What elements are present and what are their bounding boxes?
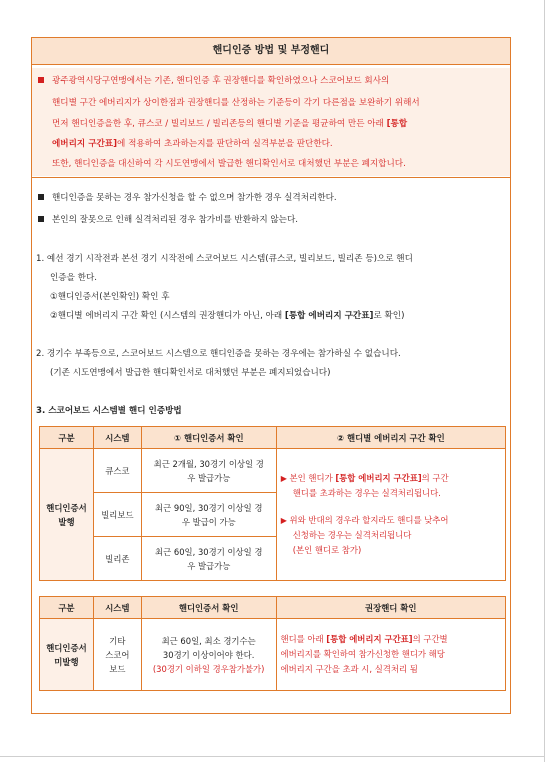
rule-1: 핸디인증을 못하는 경우 참가신청을 할 수 없으며 참가한 경우 실격처리한다. <box>52 193 337 203</box>
notice-line-4 <box>52 137 333 149</box>
header-system: 시스템 <box>93 427 141 449</box>
cert-line2: 30경기 이상이어야 한다. <box>162 649 255 660</box>
black-square-bullet-icon <box>38 194 44 200</box>
black-square-bullet-icon <box>38 216 44 222</box>
page-edge-right <box>544 0 545 762</box>
avg-note-2-line2: 신청하는 경우는 실격처리됩니다 <box>292 530 412 540</box>
header-cert-check: ① 핸디인증서 확인 <box>141 427 276 449</box>
cert-line1: 최근 60일, 최소 경기수는 <box>161 635 256 646</box>
cert-cell <box>141 537 276 581</box>
category-issued-label: 핸디인증서 발행 <box>46 502 87 527</box>
notice-line-5: 또한, 핸디인증을 대신하여 각 시도연맹에서 발급한 핸디확인서로 대처했던 부분은 폐지합니다. <box>52 159 406 169</box>
rec-line1-pre: 핸디를 아래 <box>280 634 324 644</box>
item1-line-2: 인증을 한다. <box>50 273 97 283</box>
auth-table-not-issued <box>39 596 506 691</box>
avg-check-notes <box>276 449 505 581</box>
header-recommended-check: 권장핸디 확인 <box>276 597 506 619</box>
header-cert-check: 핸디인증서 확인 <box>141 597 276 619</box>
category-not-issued-line2: 미발행 <box>54 656 79 667</box>
cert-cell <box>141 619 276 691</box>
page-title: 핸디인증 방법 및 부정핸디 <box>32 38 510 65</box>
item1-sub-2 <box>50 309 404 321</box>
cert-cell <box>141 449 276 493</box>
notice-line-3-text: 먼저 핸디인증을한 후, 큐스코 / 빌리보드 / 빌리존등의 핸디별 기준을 평균하여 만든 아래 <box>52 119 384 129</box>
rec-line1-bold: [통합 에버리지 구간표] <box>326 634 413 644</box>
triangle-right-icon: ▶ <box>280 516 287 525</box>
header-system: 시스템 <box>93 597 141 619</box>
page-edge-bottom <box>0 756 545 757</box>
header-category: 구분 <box>40 427 94 449</box>
category-issued <box>40 449 94 581</box>
notice-line-3-bold: [통합 <box>386 119 408 129</box>
category-not-issued <box>40 619 94 691</box>
header-category: 구분 <box>40 597 94 619</box>
item1-sub-2-bold: [통합 에버리지 구간표] <box>284 311 374 321</box>
category-not-issued-line1: 핸디인증서 <box>46 642 87 653</box>
notice-line-4-bold: 에버리지 구간표] <box>52 139 118 149</box>
notice-line-3 <box>52 117 407 129</box>
item2-line-1: 2. 경기수 부족등으로, 스코어보드 시스템으로 핸디인증을 못하는 경우에는 참가하실 수 없습니다. <box>36 349 401 359</box>
avg-note-2-line1: 위와 반대의 경우라 할지라도 핸디를 낮추어 <box>289 515 449 525</box>
system-line3: 보드 <box>109 663 126 674</box>
item1-line-1: 1. 예선 경기 시작전과 본선 경기 시작전에 스코어보드 시스템(큐스코, 빌리보드, 빌리존 등)으로 핸디 <box>36 254 413 264</box>
notice-line-4-text: 에 적용하여 초과하는지를 판단하여 실격부분을 판단한다. <box>117 139 333 149</box>
avg-note-1-line2: 핸디를 초과하는 경우는 실격처리됩니다. <box>292 488 441 498</box>
system-cell: 빌리존 <box>93 537 141 581</box>
rec-line1-post: 의 구간별 <box>412 634 448 644</box>
item3-title: 3. 스코어보드 시스템별 핸디 인증방법 <box>36 406 182 416</box>
system-cell <box>93 619 141 691</box>
avg-note-1-bold: [통합 에버리지 구간표] <box>335 473 422 483</box>
system-line2: 스코어 <box>105 649 130 660</box>
system-cell: 큐스코 <box>93 449 141 493</box>
item1-sub-2-post: 로 확인) <box>373 311 405 321</box>
recommended-cell <box>276 619 506 691</box>
system-line1: 기타 <box>109 635 126 646</box>
rec-line3: 에버리지 구간을 초과 시, 실격처리 됨 <box>280 664 418 674</box>
item1-sub-1: ①핸디인증서(본인확인) 확인 후 <box>50 292 170 302</box>
avg-note-1-pre: 본인 핸디가 <box>289 473 333 483</box>
notice-line-2: 핸디별 구간 에버리지가 상이한점과 권장핸디를 산정하는 기준등이 각기 다른점을 보완하기 위해서 <box>52 98 420 108</box>
notice-separator <box>32 177 510 178</box>
cert-cell <box>141 493 276 537</box>
avg-note-1-post: 의 구간 <box>421 473 449 483</box>
avg-note-1 <box>281 471 505 501</box>
rec-line2: 에버리지를 확인하여 참가신청한 핸디가 해당 <box>280 649 445 659</box>
auth-table-issued <box>39 426 506 581</box>
red-square-bullet-icon <box>38 77 44 83</box>
avg-note-2 <box>281 513 505 558</box>
header-avg-check: ② 핸디별 에버리지 구간 확인 <box>276 427 505 449</box>
notice-line-1: 광주광역시당구연맹에서는 기존, 핸디인증 후 권장핸디를 확인하였으나 스코어보드 회사의 <box>52 76 390 86</box>
cert-line3: (30경기 이하일 경우참가불가) <box>152 663 265 674</box>
item1-sub-2-pre: ②핸디별 에버리지 구간 확인 (시스템의 권장핸디가 아닌, 아래 <box>50 311 283 321</box>
cert-text: 최근 2개월, 30경기 이상일 경우 발급가능 <box>153 458 264 483</box>
cert-text: 최근 60일, 30경기 이상일 경우 발급가능 <box>155 546 263 571</box>
rule-2: 본인의 잘못으로 인해 실격처리된 경우 참가비를 반환하지 않는다. <box>52 215 298 225</box>
triangle-right-icon: ▶ <box>280 474 287 483</box>
avg-note-2-line3: (본인 핸디로 참가) <box>292 545 362 555</box>
cert-text: 최근 90일, 30경기 이상일 경우 발급이 가능 <box>155 502 263 527</box>
system-cell: 빌리보드 <box>93 493 141 537</box>
item2-line-2: (기존 시도연맹에서 발급한 핸디확인서로 대처했던 부분은 폐지되었습니다) <box>50 368 331 378</box>
